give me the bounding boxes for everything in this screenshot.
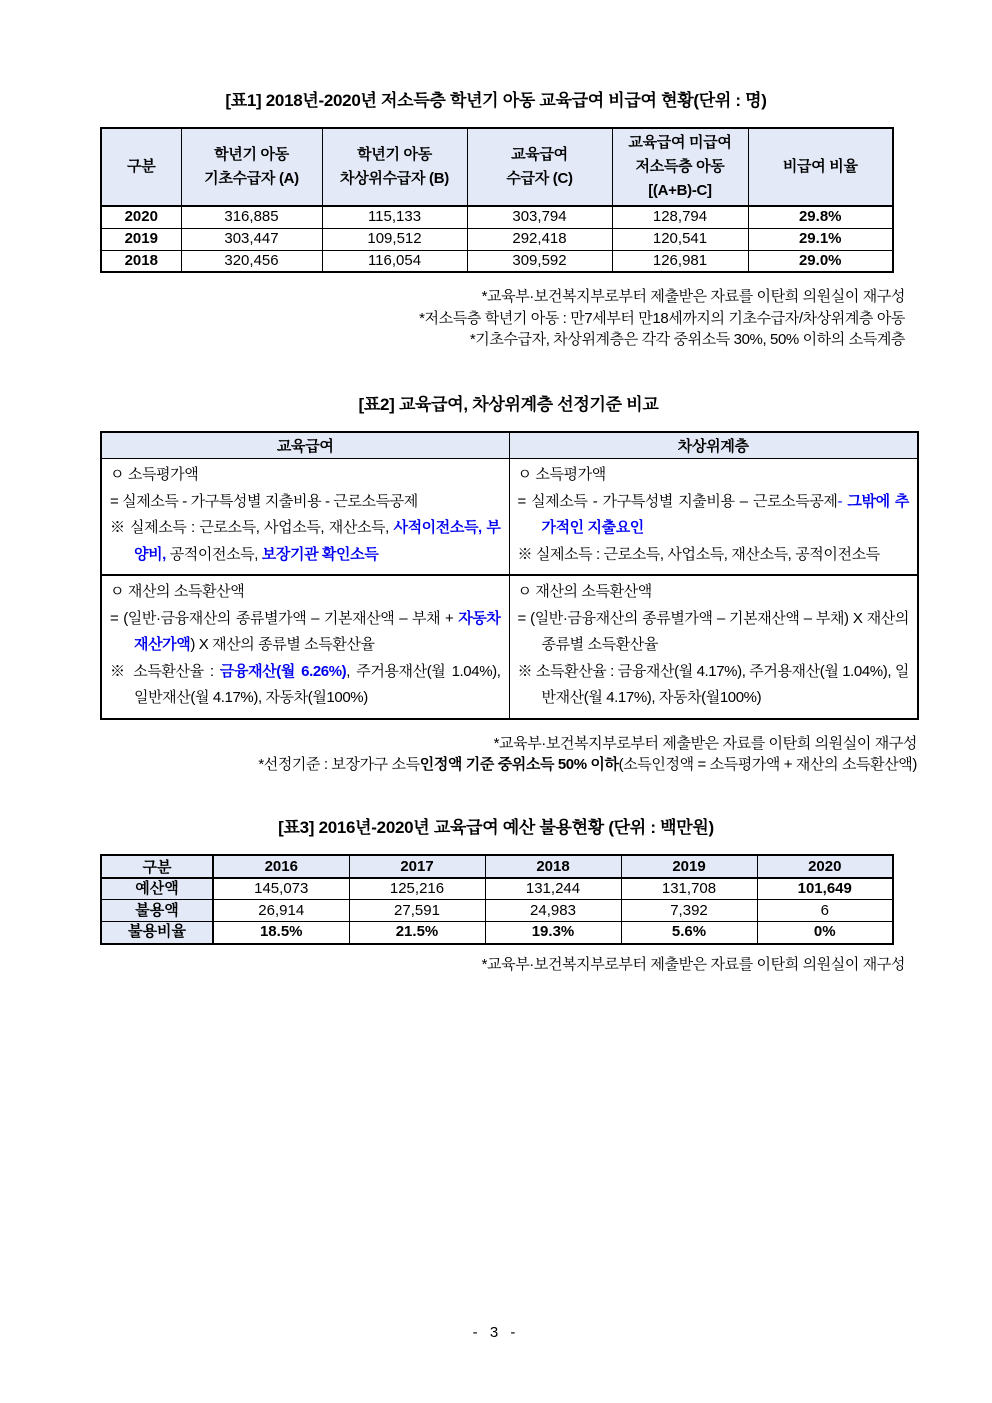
value-cell: 116,054 <box>322 250 467 272</box>
table1-row-2020 <box>101 206 893 228</box>
table2-header-edu-benefit: 교육급여 <box>101 432 509 459</box>
paragraph: = 실제소득 - 가구특성별 지출비용 - 근로소득공제 <box>110 492 418 510</box>
table1-row-2019 <box>101 228 893 250</box>
table1-header-non-benefit-children: 교육급여 미급여 저소득층 아동 [(A+B)-C] <box>612 128 748 206</box>
table1-row-2018 <box>101 250 893 272</box>
paragraph: ㅇ 재산의 소득환산액 <box>110 583 245 600</box>
table3-title: [표3] 2016년-2020년 교육급여 예산 불용현황 (단위 : 백만원) <box>278 817 714 837</box>
value-cell: 26,914 <box>213 900 349 922</box>
value-cell: 145,073 <box>213 878 349 900</box>
ratio-cell: 29.1% <box>748 228 893 250</box>
value-cell: 120,541 <box>612 228 748 250</box>
paragraph: = 실제소득 - 가구특성별 지출비용 – 근로소득공제- 그밖에 추가적인 지출요인 <box>517 492 909 536</box>
table3-header-2017: 2017 <box>349 855 485 878</box>
table3-notes <box>100 954 905 976</box>
value-cell: 131,708 <box>621 878 757 900</box>
table3-row-budget <box>101 878 893 900</box>
table1-header-gubun: 구분 <box>101 128 181 206</box>
value-cell: 320,456 <box>181 250 322 272</box>
table2-notes <box>100 733 917 776</box>
row-label: 불용액 <box>101 900 213 922</box>
note-line: *저소득층 학년기 아동 : 만7세부터 만18세까지의 기초수급자/차상위계층 아동 <box>419 309 905 327</box>
value-cell: 24,983 <box>485 900 621 922</box>
page-content <box>100 86 917 975</box>
note-line: *교육부·보건복지부로부터 제출받은 자료를 이탄희 의원실이 재구성 <box>481 288 905 305</box>
paragraph: ※ 실제소득 : 근로소득, 사업소득, 재산소득, 사적이전소득, 부양비, 공적이전소득, 보장기관 확인소득 <box>110 519 501 563</box>
table3-header-2016: 2016 <box>213 855 349 878</box>
value-cell: 109,512 <box>322 228 467 250</box>
year-cell: 2019 <box>101 228 181 250</box>
table1-title: [표1] 2018년-2020년 저소득층 학년기 아동 교육급여 비급여 현황(단위 : 명) <box>225 91 767 110</box>
table3-row-unused-ratio <box>101 922 893 944</box>
paragraph: ※ 실제소득 : 근로소득, 사업소득, 재산소득, 공적이전소득 <box>517 545 880 563</box>
table2-header-row <box>101 432 918 459</box>
table2-income-row <box>101 459 918 576</box>
table2-header-near-poor: 차상위계층 <box>509 432 918 459</box>
value-cell: 316,885 <box>181 206 322 228</box>
ratio-cell: 29.8% <box>748 206 893 228</box>
chasang-asset-cell <box>509 575 918 719</box>
table2-criteria-comparison <box>100 431 919 720</box>
paragraph: ※ 소득환산율 : 금융재산(월 4.17%), 주거용재산(월 1.04%), 일반재산(월 4.17%), 자동차(월100%) <box>517 662 909 706</box>
note-line: *선정기준 : 보장가구 소득인정액 기준 중위소득 50% 이하(소득인정액 = 소득평가액 + 재산의 소득환산액) <box>258 756 917 773</box>
paragraph: = (일반·금융재산의 종류별가액 – 기본재산액 – 부채 + 자동차 재산가액) X 재산의 종류별 소득환산율 <box>110 609 501 653</box>
table3-header-2019: 2019 <box>621 855 757 878</box>
table3-header-2018: 2018 <box>485 855 621 878</box>
table2-asset-row <box>101 575 918 719</box>
note-line: *교육부·보건복지부로부터 제출받은 자료를 이탄희 의원실이 재구성 <box>493 734 917 752</box>
chasang-income-cell <box>509 459 918 576</box>
paragraph: ㅇ 재산의 소득환산액 <box>517 583 652 600</box>
value-cell: 19.3% <box>485 922 621 944</box>
value-cell: 27,591 <box>349 900 485 922</box>
value-cell: 303,794 <box>467 206 612 228</box>
year-cell: 2018 <box>101 250 181 272</box>
value-cell: 292,418 <box>467 228 612 250</box>
value-cell: 5.6% <box>621 922 757 944</box>
table1-notes <box>100 286 905 351</box>
value-cell: 101,649 <box>757 878 893 900</box>
table1-header-non-benefit-ratio: 비급여 비율 <box>748 128 893 206</box>
value-cell: 125,216 <box>349 878 485 900</box>
ratio-cell: 29.0% <box>748 250 893 272</box>
table3-budget-unused <box>100 854 894 945</box>
value-cell: 128,794 <box>612 206 748 228</box>
value-cell: 6 <box>757 900 893 922</box>
paragraph: ※ 소득환산율 : 금융재산(월 6.26%), 주거용재산(월 1.04%), 일반재산(월 4.17%), 자동차(월100%) <box>110 662 501 706</box>
page-number: - 3 - <box>472 1324 520 1341</box>
year-cell: 2020 <box>101 206 181 228</box>
paragraph: ㅇ 소득평가액 <box>110 466 199 483</box>
table3-header-2020: 2020 <box>757 855 893 878</box>
table1-nonbenefit-status <box>100 127 894 273</box>
table1-header-basic-recipients: 학년기 아동 기초수급자 (A) <box>181 128 322 206</box>
value-cell: 0% <box>757 922 893 944</box>
value-cell: 303,447 <box>181 228 322 250</box>
value-cell: 21.5% <box>349 922 485 944</box>
row-label: 불용비율 <box>101 922 213 944</box>
table2-title: [표2] 교육급여, 차상위계층 선정기준 비교 <box>358 394 659 414</box>
table1-header-near-poor-recipients: 학년기 아동 차상위수급자 (B) <box>322 128 467 206</box>
table3-row-unused <box>101 900 893 922</box>
note-line: *기초수급자, 차상위계층은 각각 중위소득 30%, 50% 이하의 소득계층 <box>469 331 905 348</box>
table1-header-edu-benefit-recipients: 교육급여 수급자 (C) <box>467 128 612 206</box>
note-line: *교육부·보건복지부로부터 제출받은 자료를 이탄희 의원실이 재구성 <box>481 955 905 973</box>
edu-asset-cell <box>101 575 509 719</box>
row-label: 예산액 <box>101 878 213 900</box>
paragraph: ㅇ 소득평가액 <box>517 466 606 483</box>
value-cell: 18.5% <box>213 922 349 944</box>
paragraph: = (일반·금융재산의 종류별가액 – 기본재산액 – 부채) X 재산의 종류별 소득환산율 <box>517 609 909 653</box>
value-cell: 126,981 <box>612 250 748 272</box>
table3-header-row <box>101 855 893 878</box>
edu-income-cell <box>101 459 509 576</box>
value-cell: 131,244 <box>485 878 621 900</box>
table1-header-row <box>101 128 893 206</box>
value-cell: 115,133 <box>322 206 467 228</box>
value-cell: 7,392 <box>621 900 757 922</box>
table3-header-gubun: 구분 <box>101 855 213 878</box>
value-cell: 309,592 <box>467 250 612 272</box>
